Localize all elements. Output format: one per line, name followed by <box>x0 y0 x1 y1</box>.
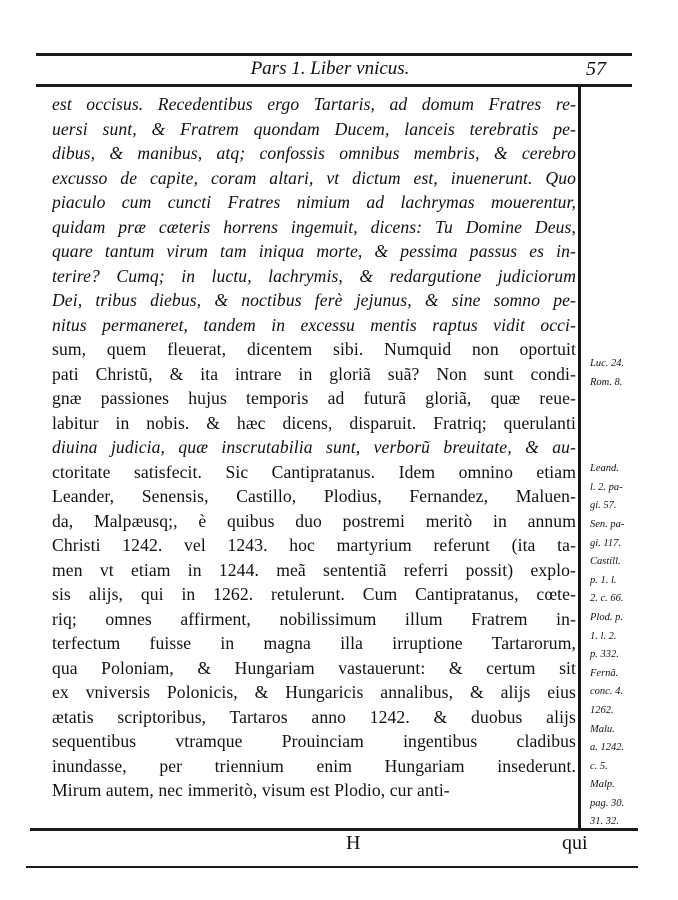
margin-note: gi. 117. <box>590 537 622 549</box>
footer-rule <box>26 866 638 868</box>
margin-note: 1262. <box>590 704 614 716</box>
margin-gap <box>590 392 638 460</box>
margin-note: Fernã. <box>590 667 619 679</box>
margin-note: p. 332. <box>590 649 619 661</box>
text-line: dibus, & manibus, atq; confossis omnibus membris, & cerebro <box>52 143 576 163</box>
header-rule <box>36 84 632 87</box>
text-line: sequentibus vtramque Prouinciam ingentibus cladibus <box>52 731 576 751</box>
text-line: Christi 1242. vel 1243. hoc martyrium referunt (ita ta- <box>52 535 576 555</box>
margin-note: Sen. pa- <box>590 518 625 530</box>
text-line: gnæ passiones hujus temporis ad futurã gloriã, quæ reue- <box>52 388 576 408</box>
text-line: labitur in nobis. & hæc dicens, disparuit. Fratriq; querulanti <box>52 412 576 433</box>
text-line: nitus permaneret, tandem in excessu mentis raptus vidit occi- <box>52 314 576 335</box>
margin-note: 1. l. 2. <box>590 630 617 642</box>
margin-note: Malu. <box>590 723 615 735</box>
margin-note: Rom. 8. <box>590 376 623 388</box>
text-line: quidam præ cæteris horrens ingemuit, dicens: Tu Domine Deus, <box>52 216 576 237</box>
text-line: Dei, tribus diebus, & noctibus ferè jejunus, & sine somno pe- <box>52 290 576 310</box>
text-line: diuina judicia, quæ inscrutabilia sunt, verborũ breuitate, & au- <box>52 437 576 457</box>
margin-note: Plod. p. <box>590 611 623 623</box>
text-line: ætatis scriptoribus, Tartaros anno 1242. & duobus alijs <box>52 706 576 727</box>
text-line: ex vniversis Polonicis, & Hungaricis annalibus, & alijs eius <box>52 682 576 702</box>
text-line: ctoritate satisfecit. Sic Cantipratanus. Idem omnino etiam <box>52 461 576 482</box>
margin-note: gi. 57. <box>590 500 617 512</box>
margin-note: l. 2. pa- <box>590 481 623 493</box>
text-line: terire? Cumq; in luctu, lachrymis, & redargutione judiciorum <box>52 265 576 286</box>
text-line: pati Christũ, & ita intrare in gloriã suã? Non sunt condi- <box>52 363 576 384</box>
text-line: riq; omnes affirment, nobilissimum illum Fratrem in- <box>52 608 576 629</box>
text-line: uersi sunt, & Fratrem quondam Ducem, lanceis terebratis pe- <box>52 118 576 139</box>
text-line: sis alijs, qui in 1262. retulerunt. Cum Cantipratanus, cœte- <box>52 584 576 604</box>
catchword: qui <box>562 832 588 854</box>
signature-mark: H <box>346 832 361 854</box>
margin-note: conc. 4. <box>590 686 623 698</box>
text-line: excusso de capite, coram altari, vt dictum est, inuenerunt. Quo <box>52 167 576 188</box>
running-head: Pars 1. Liber vnicus. <box>250 58 410 79</box>
text-line: quare tantum virum tam iniqua morte, & pessima passus es in- <box>52 241 576 261</box>
margin-note: a. 1242. <box>590 742 625 754</box>
body-text <box>52 92 576 803</box>
text-line: men vt etiam in 1244. meã sententiã referri possit) explo- <box>52 559 576 580</box>
page-number: 57 <box>586 58 606 80</box>
top-rule <box>36 53 632 56</box>
margin-note: c. 5. <box>590 760 608 772</box>
text-line: piaculo cum cuncti Fratres nimium ad lachrymas mouerentur, <box>52 192 576 212</box>
margin-note: Castill. <box>590 556 621 568</box>
margin-notes <box>590 355 638 832</box>
margin-column-rule <box>578 84 581 828</box>
margin-note-group-scripture <box>590 355 638 392</box>
text-line: Mirum autem, nec immeritò, visum est Plodio, cur anti- <box>52 780 450 800</box>
margin-note: pag. 30. <box>590 797 625 809</box>
margin-note: Leand. <box>590 463 619 475</box>
text-line: qua Poloniam, & Hungariam vastauerunt: & certum sit <box>52 657 576 678</box>
text-line: terfectum fuisse in magna illa irruptione Tartarorum, <box>52 633 576 653</box>
margin-note: Luc. 24. <box>590 358 625 369</box>
margin-note: 2. c. 66. <box>590 593 624 605</box>
text-line: est occisus. Recedentibus ergo Tartaris, ad domum Fratres re- <box>52 94 576 114</box>
bottom-rule <box>30 828 638 831</box>
margin-note-group-authors <box>590 460 638 832</box>
text-line: da, Malpæusq;, è quibus duo postremi meritò in annum <box>52 510 576 531</box>
margin-note: 31. 32. <box>590 816 619 828</box>
text-line: inundasse, per triennium enim Hungariam insederunt. <box>52 755 576 776</box>
margin-note: p. 1. l. <box>590 574 617 586</box>
text-line: sum, quem fleuerat, dicentem sibi. Numquid non oportuit <box>52 339 576 359</box>
text-line: Leander, Senensis, Castillo, Plodius, Fernandez, Maluen- <box>52 486 576 506</box>
margin-note: Malp. <box>590 779 615 791</box>
